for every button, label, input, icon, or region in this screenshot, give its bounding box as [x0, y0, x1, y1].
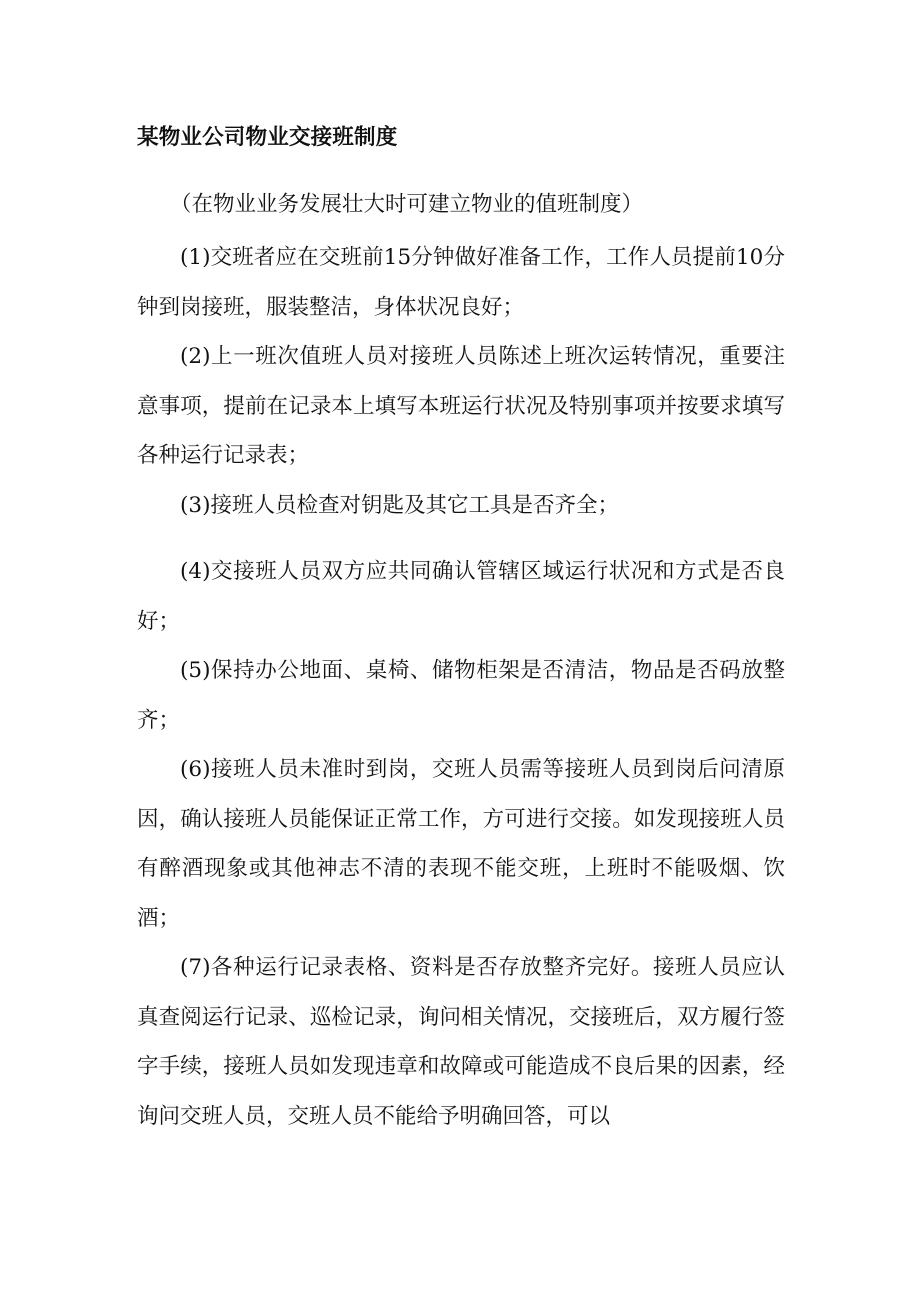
paragraph-7: (7)各种运行记录表格、资料是否存放整齐完好。接班人员应认真查阅运行记录、巡检记录，询问相关情况，交接班后，双方履行签字手续，接班人员如发现违章和故障或可能造成不良后果的因素，经询问交班人员，交班人员不能给予明确回答，可以: [137, 955, 785, 1129]
document-subtitle: （在物业业务发展壮大时可建立物业的值班制度）: [170, 192, 644, 217]
document-title: 某物业公司物业交接班制度: [137, 125, 398, 150]
paragraph-2: (2)上一班次值班人员对接班人员陈述上班次运转情况，重要注意事项，提前在记录本上填写本班运行状况及特别事项并按要求填写各种运行记录表；: [137, 344, 785, 468]
paragraph-6: (6)接班人员未准时到岗，交班人员需等接班人员到岗后问清原因，确认接班人员能保证正常工作，方可进行交接。如发现接班人员有醉酒现象或其他神志不清的表现不能交班，上班时不能吸烟、饮酒；: [137, 757, 785, 931]
paragraph-1: (1)交班者应在交班前15分钟做好准备工作，工作人员提前10分钟到岗接班，服装整洁，身体状况良好；: [137, 245, 785, 320]
document-body: [137, 233, 785, 1141]
paragraph-5: (5)保持办公地面、桌椅、储物柜架是否清洁，物品是否码放整齐；: [137, 658, 785, 733]
paragraph-4: (4)交接班人员双方应共同确认管辖区域运行状况和方式是否良好；: [137, 559, 785, 634]
paragraph-3: (3)接班人员检查对钥匙及其它工具是否齐全；: [180, 492, 619, 518]
